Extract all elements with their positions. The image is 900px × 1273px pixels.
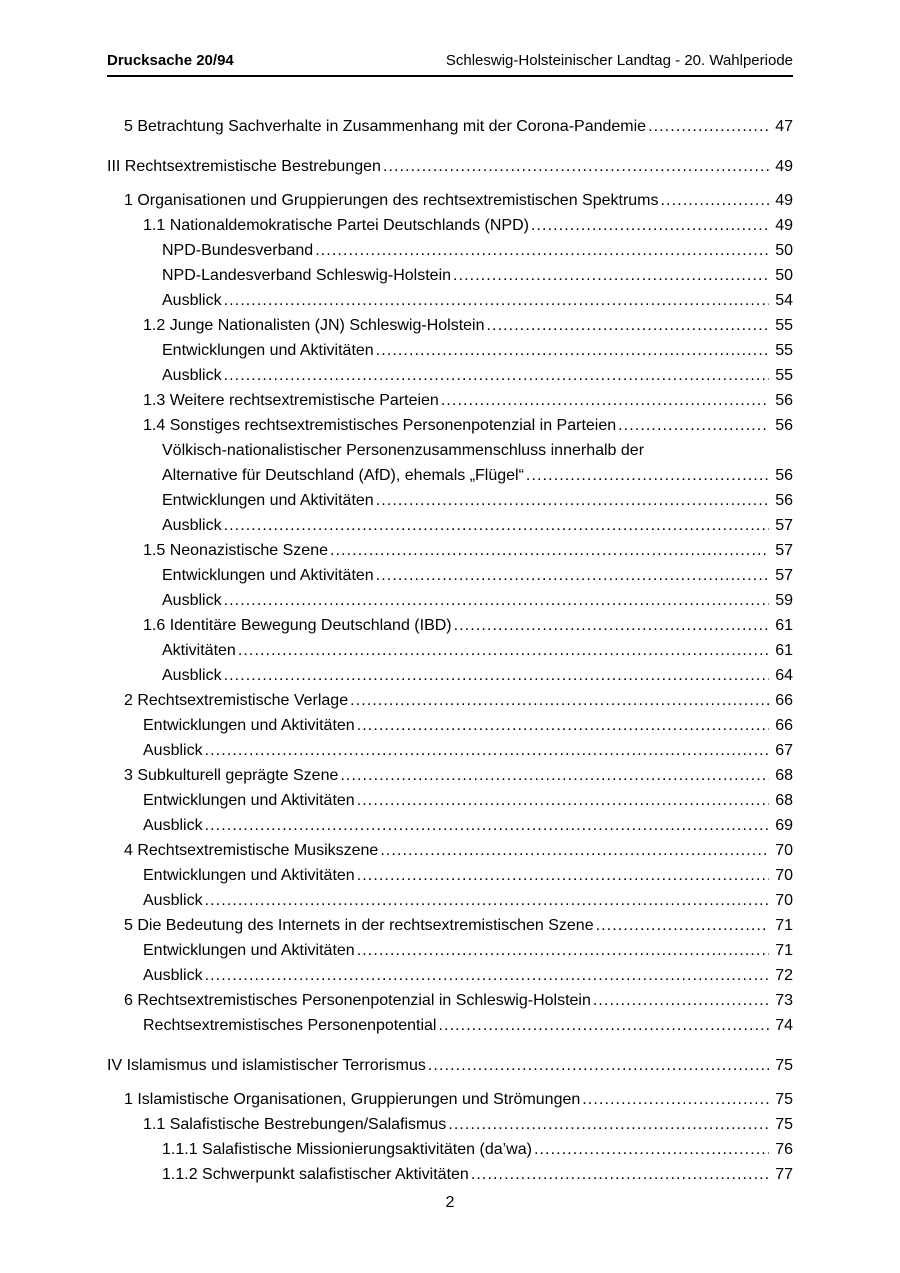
toc-dot-leader bbox=[428, 1053, 769, 1078]
toc-entry bbox=[107, 1162, 793, 1187]
toc-entry-title: Entwicklungen und Aktivitäten bbox=[162, 567, 374, 584]
toc-entry-page: 72 bbox=[775, 967, 793, 984]
toc-entry-page: 56 bbox=[775, 392, 793, 409]
header-doc-title: Schleswig-Holsteinischer Landtag - 20. Wahlperiode bbox=[445, 52, 793, 69]
toc-entry-page: 70 bbox=[775, 892, 793, 909]
page-header bbox=[107, 52, 793, 77]
toc-entry bbox=[107, 913, 793, 938]
toc-entry-page: 55 bbox=[775, 342, 793, 359]
toc-entry-page: 49 bbox=[775, 192, 793, 209]
toc-dot-leader bbox=[205, 963, 770, 988]
toc-dot-leader bbox=[224, 588, 770, 613]
toc-dot-leader bbox=[376, 563, 770, 588]
toc-entry bbox=[107, 663, 793, 688]
toc-dot-leader bbox=[534, 1137, 769, 1162]
toc-entry-page: 47 bbox=[775, 118, 793, 135]
toc-entry-title: Rechtsextremistisches Personenpotential bbox=[143, 1017, 437, 1034]
toc-entry-title: 1.1 Salafistische Bestrebungen/Salafismus bbox=[143, 1116, 447, 1133]
toc-entry-title: Aktivitäten bbox=[162, 642, 236, 659]
toc-dot-leader bbox=[224, 288, 770, 313]
toc-entry-title: 1.5 Neonazistische Szene bbox=[143, 542, 328, 559]
page-footer bbox=[107, 1190, 793, 1215]
toc-dot-leader bbox=[357, 938, 770, 963]
toc-dot-leader bbox=[340, 763, 769, 788]
toc-dot-leader bbox=[205, 888, 770, 913]
toc-entry bbox=[107, 338, 793, 363]
toc-dot-leader bbox=[376, 488, 770, 513]
toc-entry bbox=[107, 788, 793, 813]
toc-entry bbox=[107, 288, 793, 313]
toc-entry-page: 68 bbox=[775, 767, 793, 784]
toc-entry bbox=[107, 588, 793, 613]
toc-entry-title: III Rechtsextremistische Bestrebungen bbox=[107, 158, 381, 175]
toc-entry bbox=[107, 238, 793, 263]
toc-entry-title: 2 Rechtsextremistische Verlage bbox=[124, 692, 349, 709]
toc-dot-leader bbox=[315, 238, 769, 263]
toc-entry bbox=[107, 738, 793, 763]
toc-entry-page: 75 bbox=[775, 1057, 793, 1074]
toc-entry-page: 75 bbox=[775, 1116, 793, 1133]
toc-entry bbox=[107, 838, 793, 863]
toc-entry-page: 57 bbox=[775, 567, 793, 584]
toc-entry bbox=[107, 538, 793, 563]
toc-dot-leader bbox=[224, 663, 770, 688]
toc-entry-title: Ausblick bbox=[143, 817, 203, 834]
toc-entry-title: Alternative für Deutschland (AfD), ehemals „Flügel“ bbox=[162, 467, 524, 484]
table-of-contents bbox=[107, 114, 793, 1187]
toc-entry bbox=[107, 1053, 793, 1078]
toc-dot-leader bbox=[487, 313, 770, 338]
toc-dot-leader bbox=[531, 213, 769, 238]
toc-entry bbox=[107, 363, 793, 388]
toc-entry bbox=[107, 1137, 793, 1162]
toc-entry-title: Ausblick bbox=[162, 592, 222, 609]
toc-dot-leader bbox=[582, 1087, 769, 1112]
toc-entry-page: 50 bbox=[775, 267, 793, 284]
toc-dot-leader bbox=[438, 1013, 769, 1038]
toc-entry bbox=[107, 988, 793, 1013]
toc-entry-page: 76 bbox=[775, 1141, 793, 1158]
toc-entry-title: Ausblick bbox=[143, 967, 203, 984]
toc-entry bbox=[107, 888, 793, 913]
toc-dot-leader bbox=[357, 863, 770, 888]
toc-entry bbox=[107, 613, 793, 638]
toc-dot-leader bbox=[205, 813, 770, 838]
toc-entry-title: NPD-Landesverband Schleswig-Holstein bbox=[162, 267, 452, 284]
toc-entry-page: 50 bbox=[775, 242, 793, 259]
toc-entry bbox=[107, 213, 793, 238]
toc-dot-leader bbox=[224, 363, 770, 388]
toc-entry bbox=[107, 763, 793, 788]
toc-entry-title: 1.1.2 Schwerpunkt salafistischer Aktivitäten bbox=[162, 1166, 469, 1183]
toc-entry bbox=[107, 1087, 793, 1112]
toc-entry-title: 1.3 Weitere rechtsextremistische Parteien bbox=[143, 392, 439, 409]
toc-entry-title: 5 Die Bedeutung des Internets in der rechtsextremistischen Szene bbox=[124, 917, 594, 934]
toc-entry-page: 56 bbox=[775, 467, 793, 484]
toc-entry-title: 1.2 Junge Nationalisten (JN) Schleswig-Holstein bbox=[143, 317, 485, 334]
toc-entry bbox=[107, 563, 793, 588]
toc-entry-page: 70 bbox=[775, 867, 793, 884]
toc-dot-leader bbox=[526, 463, 769, 488]
toc-entry-title: 4 Rechtsextremistische Musikszene bbox=[124, 842, 379, 859]
toc-entry bbox=[107, 188, 793, 213]
toc-entry-page: 57 bbox=[775, 542, 793, 559]
toc-entry-page: 59 bbox=[775, 592, 793, 609]
toc-entry-page: 75 bbox=[775, 1091, 793, 1108]
toc-dot-leader bbox=[357, 713, 770, 738]
toc-dot-leader bbox=[357, 788, 770, 813]
toc-entry-title: 1 Organisationen und Gruppierungen des rechtsextremistischen Spektrums bbox=[124, 192, 659, 209]
toc-entry-title: Entwicklungen und Aktivitäten bbox=[143, 717, 355, 734]
toc-entry-page: 68 bbox=[775, 792, 793, 809]
toc-entry-page: 49 bbox=[775, 217, 793, 234]
toc-entry-page: 55 bbox=[775, 317, 793, 334]
toc-entry-page: 61 bbox=[775, 642, 793, 659]
toc-dot-leader bbox=[596, 913, 770, 938]
toc-entry bbox=[107, 863, 793, 888]
toc-entry-page: 74 bbox=[775, 1017, 793, 1034]
toc-entry-title: 5 Betrachtung Sachverhalte in Zusammenhang mit der Corona-Pandemie bbox=[124, 118, 647, 135]
page-number: 2 bbox=[445, 1194, 455, 1211]
toc-entry-title: Ausblick bbox=[143, 742, 203, 759]
toc-entry-page: 57 bbox=[775, 517, 793, 534]
toc-entry-title: 1.6 Identitäre Bewegung Deutschland (IBD) bbox=[143, 617, 452, 634]
toc-entry-page: 54 bbox=[775, 292, 793, 309]
toc-entry bbox=[107, 413, 793, 438]
toc-entry-page: 49 bbox=[775, 158, 793, 175]
toc-entry bbox=[107, 154, 793, 179]
toc-dot-leader bbox=[471, 1162, 769, 1187]
toc-entry-page: 71 bbox=[775, 917, 793, 934]
toc-entry bbox=[107, 313, 793, 338]
toc-dot-leader bbox=[593, 988, 769, 1013]
toc-entry-title: Entwicklungen und Aktivitäten bbox=[143, 792, 355, 809]
toc-entry-title: Ausblick bbox=[162, 517, 222, 534]
toc-dot-leader bbox=[453, 263, 769, 288]
toc-entry-title: 1.1 Nationaldemokratische Partei Deutschlands (NPD) bbox=[143, 217, 529, 234]
toc-dot-leader bbox=[238, 638, 769, 663]
toc-entry-title: Ausblick bbox=[162, 367, 222, 384]
toc-entry-title: 1.1.1 Salafistische Missionierungsaktivitäten (da’wa) bbox=[162, 1141, 532, 1158]
toc-entry bbox=[107, 438, 793, 463]
header-doc-number: Drucksache 20/94 bbox=[107, 52, 234, 69]
toc-dot-leader bbox=[330, 538, 769, 563]
toc-entry-page: 71 bbox=[775, 942, 793, 959]
toc-entry-title: Ausblick bbox=[162, 292, 222, 309]
toc-entry-title: Entwicklungen und Aktivitäten bbox=[162, 492, 374, 509]
toc-entry-title: Ausblick bbox=[162, 667, 222, 684]
toc-entry-title: 1 Islamistische Organisationen, Gruppierungen und Strömungen bbox=[124, 1091, 581, 1108]
toc-dot-leader bbox=[350, 688, 769, 713]
toc-entry bbox=[107, 263, 793, 288]
toc-entry-page: 56 bbox=[775, 417, 793, 434]
toc-entry bbox=[107, 938, 793, 963]
toc-dot-leader bbox=[376, 338, 770, 363]
toc-entry bbox=[107, 488, 793, 513]
toc-entry-page: 66 bbox=[775, 717, 793, 734]
toc-entry-title: Entwicklungen und Aktivitäten bbox=[143, 942, 355, 959]
toc-dot-leader bbox=[224, 513, 770, 538]
toc-entry bbox=[107, 388, 793, 413]
toc-entry-title: 1.4 Sonstiges rechtsextremistisches Personenpotenzial in Parteien bbox=[143, 417, 617, 434]
toc-dot-leader bbox=[661, 188, 770, 213]
toc-entry-page: 56 bbox=[775, 492, 793, 509]
toc-entry-page: 77 bbox=[775, 1166, 793, 1183]
toc-entry bbox=[107, 963, 793, 988]
toc-entry-title: NPD-Bundesverband bbox=[162, 242, 314, 259]
toc-dot-leader bbox=[618, 413, 769, 438]
toc-entry bbox=[107, 114, 793, 139]
toc-entry-page: 70 bbox=[775, 842, 793, 859]
toc-entry-page: 69 bbox=[775, 817, 793, 834]
toc-entry-page: 66 bbox=[775, 692, 793, 709]
toc-dot-leader bbox=[648, 114, 769, 139]
toc-entry bbox=[107, 513, 793, 538]
toc-entry-title: Völkisch-nationalistischer Personenzusammenschluss innerhalb der bbox=[162, 442, 645, 459]
toc-entry bbox=[107, 713, 793, 738]
toc-dot-leader bbox=[454, 613, 770, 638]
toc-entry-title: 3 Subkulturell geprägte Szene bbox=[124, 767, 339, 784]
toc-entry bbox=[107, 813, 793, 838]
toc-entry-title: IV Islamismus und islamistischer Terrorismus bbox=[107, 1057, 426, 1074]
toc-entry bbox=[107, 638, 793, 663]
toc-entry-title: Entwicklungen und Aktivitäten bbox=[143, 867, 355, 884]
toc-entry-page: 55 bbox=[775, 367, 793, 384]
toc-dot-leader bbox=[383, 154, 769, 179]
toc-entry-title: 6 Rechtsextremistisches Personenpotenzial in Schleswig-Holstein bbox=[124, 992, 591, 1009]
toc-dot-leader bbox=[380, 838, 769, 863]
toc-entry bbox=[107, 1013, 793, 1038]
toc-dot-leader bbox=[205, 738, 770, 763]
toc-entry-page: 61 bbox=[775, 617, 793, 634]
toc-dot-leader bbox=[441, 388, 769, 413]
toc-entry-page: 73 bbox=[775, 992, 793, 1009]
toc-entry-title: Entwicklungen und Aktivitäten bbox=[162, 342, 374, 359]
toc-entry bbox=[107, 463, 793, 488]
toc-entry-page: 67 bbox=[775, 742, 793, 759]
toc-entry-title: Ausblick bbox=[143, 892, 203, 909]
toc-entry bbox=[107, 1112, 793, 1137]
toc-entry-page: 64 bbox=[775, 667, 793, 684]
toc-dot-leader bbox=[448, 1112, 769, 1137]
toc-entry bbox=[107, 688, 793, 713]
